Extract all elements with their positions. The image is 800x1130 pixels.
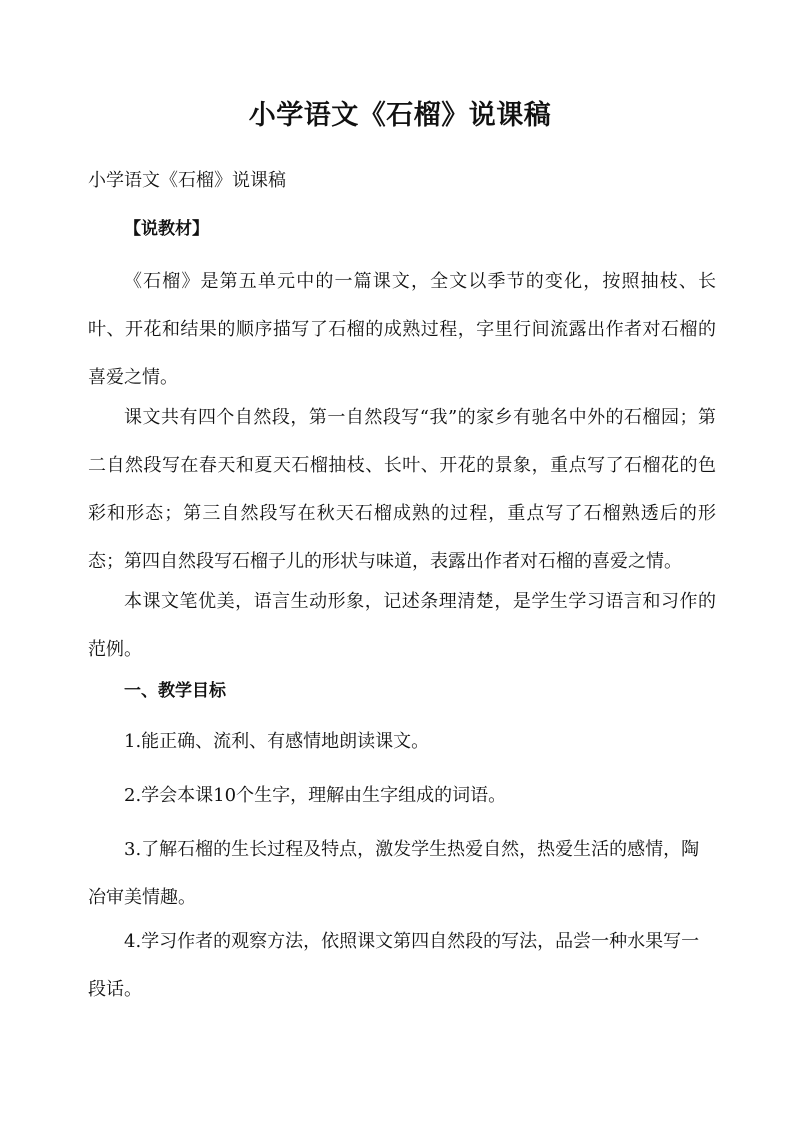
objective-item-4: 4.学习作者的观察方法，依照课文第四自然段的写法，品尝一种水果写一段话。 bbox=[88, 931, 700, 1000]
paragraph-structure: 课文共有四个自然段，第一自然段写“我”的家乡有驰名中外的石榴园；第二自然段写在春天和夏天石榴抽枝、长叶、开花的景象，重点写了石榴花的色彩和形态；第三自然段写在秋天石榴成熟的过程，重点写了石榴熟透后的形态；第四自然段写石榴子儿的形状与味道，表露出作者对石榴的喜爱之情。 bbox=[88, 407, 716, 572]
objective-item-1: 1.能正确、流利、有感情地朗读课文。 bbox=[124, 731, 430, 752]
objective-item-2: 2.学会本课10个生字，理解由生字组成的词语。 bbox=[124, 785, 507, 806]
document-subtitle: 小学语文《石榴》说课稿 bbox=[88, 170, 286, 191]
section-heading-objectives: 一、教学目标 bbox=[124, 681, 226, 701]
paragraph-style: 本课文笔优美，语言生动形象，记述条理清楚，是学生学习语言和习作的范例。 bbox=[88, 591, 716, 660]
document-title: 小学语文《石榴》说课稿 bbox=[248, 100, 552, 131]
objective-item-3: 3.了解石榴的生长过程及特点，激发学生热爱自然，热爱生活的感情，陶冶审美情趣。 bbox=[88, 839, 700, 908]
paragraph-intro: 《石榴》是第五单元中的一篇课文，全文以季节的变化，按照抽枝、长叶、开花和结果的顺序描写了石榴的成熟过程，字里行间流露出作者对石榴的喜爱之情。 bbox=[88, 271, 716, 388]
section-heading-teaching-material: 【说教材】 bbox=[124, 219, 209, 239]
